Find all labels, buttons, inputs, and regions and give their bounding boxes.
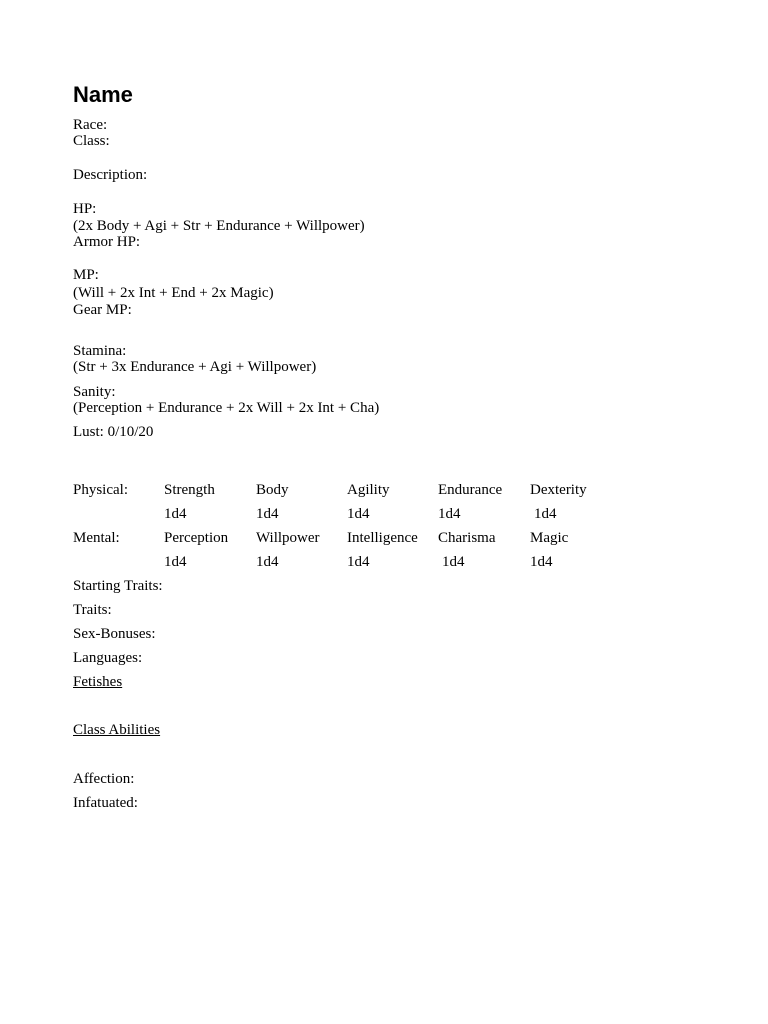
sanity-label: Sanity:	[73, 384, 116, 400]
attr-dice-agility: 1d4	[347, 506, 370, 522]
sanity-formula: (Perception + Endurance + 2x Will + 2x Int + Cha)	[73, 400, 380, 416]
attr-name-magic: Magic	[530, 530, 569, 546]
starting-traits-label: Starting Traits:	[73, 578, 163, 594]
hp-formula: (2x Body + Agi + Str + Endurance + Willpower)	[73, 218, 365, 234]
attr-dice-magic: 1d4	[530, 554, 553, 570]
attr-dice-perception: 1d4	[164, 554, 187, 570]
attr-name-strength: Strength	[164, 482, 215, 498]
name-heading: Name	[73, 82, 133, 107]
lust-label: Lust: 0/10/20	[73, 424, 154, 440]
character-sheet	[73, 0, 723, 1024]
class-abilities-heading: Class Abilities	[73, 722, 161, 738]
affection-label: Affection:	[73, 771, 135, 787]
armor-hp-label: Armor HP:	[73, 234, 141, 250]
attr-dice-charisma: 1d4	[442, 554, 465, 570]
mp-label: MP:	[73, 267, 99, 283]
stamina-formula: (Str + 3x Endurance + Agi + Willpower)	[73, 359, 317, 375]
languages-label: Languages:	[73, 650, 143, 666]
description-label: Description:	[73, 167, 148, 183]
stamina-label: Stamina:	[73, 343, 127, 359]
class-label: Class:	[73, 133, 110, 149]
hp-label: HP:	[73, 201, 97, 217]
mental-label: Mental:	[73, 530, 120, 546]
race-label: Race:	[73, 117, 108, 133]
traits-label: Traits:	[73, 602, 112, 618]
sex-bonuses-label: Sex-Bonuses:	[73, 626, 156, 642]
attr-dice-endurance: 1d4	[438, 506, 461, 522]
attr-dice-willpower: 1d4	[256, 554, 279, 570]
attr-name-endurance: Endurance	[438, 482, 503, 498]
attr-name-agility: Agility	[347, 482, 390, 498]
infatuated-label: Infatuated:	[73, 795, 138, 811]
attr-dice-intelligence: 1d4	[347, 554, 370, 570]
mp-formula: (Will + 2x Int + End + 2x Magic)	[73, 285, 274, 301]
gear-mp-label: Gear MP:	[73, 302, 132, 318]
attr-name-willpower: Willpower	[256, 530, 320, 546]
attr-name-dexterity: Dexterity	[530, 482, 587, 498]
attr-name-body: Body	[256, 482, 289, 498]
attr-dice-dexterity: 1d4	[534, 506, 557, 522]
attr-name-perception: Perception	[164, 530, 229, 546]
physical-label: Physical:	[73, 482, 128, 498]
fetishes-heading: Fetishes	[73, 674, 123, 690]
attr-dice-strength: 1d4	[164, 506, 187, 522]
attr-name-intelligence: Intelligence	[347, 530, 418, 546]
attr-dice-body: 1d4	[256, 506, 279, 522]
attr-name-charisma: Charisma	[438, 530, 496, 546]
